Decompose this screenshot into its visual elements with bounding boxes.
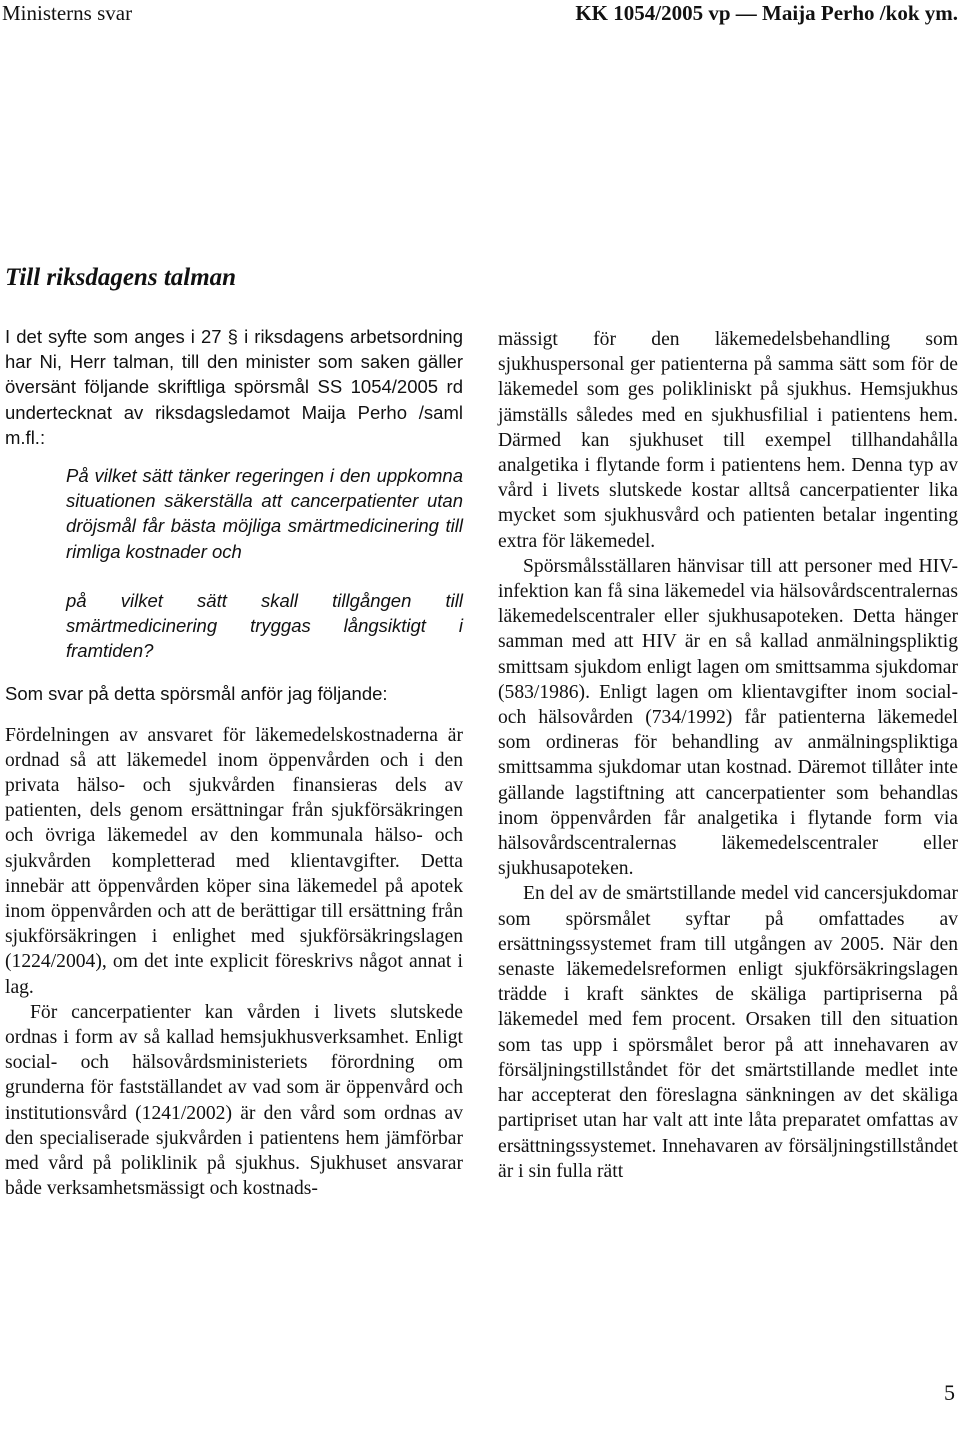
header-section-label: Ministerns svar [2, 1, 133, 25]
question-1: På vilket sätt tänker regeringen i den uppkomna situationen säkerställa att cancerpatienter utan dröjsmål får bästa möjliga smärtmedicinering till rimliga kostnader och [66, 465, 463, 562]
right-paragraph-2: Spörsmålsställaren hänvisar till att personer med HIV-infektion kan få sina läkemedel via hälsovårdscentralernas läkemedelscentraler eller sjukhusapoteken. Detta hänger samman med att HIV är en så kallad anmälningspliktig smittsam sjukdom enligt lagen om smittsamma sjukdomar (583/1986). Enligt lagen om klientavgifter inom social- och hälsovården (734/1992) får patienterna läkemedel som ordineras för behandling av anmälningspliktiga smittsamma sjukdomar utan kostnad. Däremot tillåter inte gällande lagstiftning att cancerpatienter som behandlas inom öppenvården får analgetika i flytande form via hälsovårdscentralernas läkemedelscentraler eller sjukhusapoteken. [498, 555, 958, 880]
right-paragraph-3: En del av de smärtstillande medel vid cancersjukdomar som spörsmålet syftar på omfattades av ersättningssystemet fram till utgången av 2005. När den senaste läkemedelsreformen enligt sjukförsäkringslagen trädde i kraft sänktes de skäliga partipriserna på läkemedel med fem procent. Orsaken till den situation som tas upp i spörsmålet beror på att innehavaren av försäljningstillståndet för det smärtstillande medlet inte har accepterat den föreslagna sänkningen av det skäliga partipriset utan har valt att inte låta preparatet omfattas av ersättningssystemet. Innehavaren av försäljningstillståndet är i sin fulla rätt [498, 883, 958, 1182]
page-title: Till riksdagens talman [5, 264, 237, 291]
header-document-reference: KK 1054/2005 vp — Maija Perho /kok ym. [575, 1, 958, 25]
right-paragraph-1: mässigt för den läkemedelsbehandling som sjukhuspersonal ger patienterna på samma sätt som för de läkemedel som ges polikliniskt på sjukhus. Hemsjukhus jämställs således med en sjukhusfilial i patientens hem. Därmed kan sjukhuset till exempel tillhandahålla analgetika i flytande form i patientens hem. Denna typ av vård i livets slutskede kostar alltså cancerpatienter lika mycket som sjukhusvård och patienten betalar ingenting extra för läkemedel. [498, 329, 958, 552]
page-number: 5 [944, 1380, 955, 1405]
intro-paragraph: I det syfte som anges i 27 § i riksdagens arbetsordning har Ni, Herr talman, till den minister som saken gäller översänt följande skriftliga spörsmål SS 1054/2005 rd undertecknat av riksdagsledamot Maija Perho /saml m.fl.: [5, 326, 463, 448]
left-column [5, 324, 463, 1202]
running-header [0, 0, 960, 30]
answer-intro: Som svar på detta spörsmål anför jag följande: [5, 683, 388, 705]
right-column [498, 327, 958, 1184]
left-paragraph-2: För cancerpatienter kan vården i livets slutskede ordnas i form av så kallad hemsjukhusverksamhet. Enligt social- och hälsovårdsministeriets förordning om grunderna för fastställandet av vad som är öppenvård och institutionsvård (1241/2002) är den vård som ordnas av den specialiserade sjukvården i patientens hem jämförbar med vård på poliklinik på sjukhus. Sjukhuset ansvarar både verksamhetsmässigt och kostnads- [5, 1001, 463, 1200]
left-paragraph-1: Fördelningen av ansvaret för läkemedelskostnaderna är ordnad så att läkemedel inom öppenvården och i den privata hälso- och sjukvården finansieras dels av patienten, dels genom ersättningar från sjukförsäkringen och övriga läkemedel av den kommunala hälso- och sjukvården kompletterad med klientavgifter. Detta innebär att öppenvården köper sina läkemedel på apotek inom öppenvården och att de berättigar till ersättning från sjukförsäkringen i enlighet med sjukförsäkringslagen (1224/2004), om det inte explicit föreskrivs något annat i lag. [5, 724, 463, 998]
question-2: på vilket sätt skall tillgången till smärtmedicinering tryggas långsiktigt i framtiden? [66, 589, 463, 662]
